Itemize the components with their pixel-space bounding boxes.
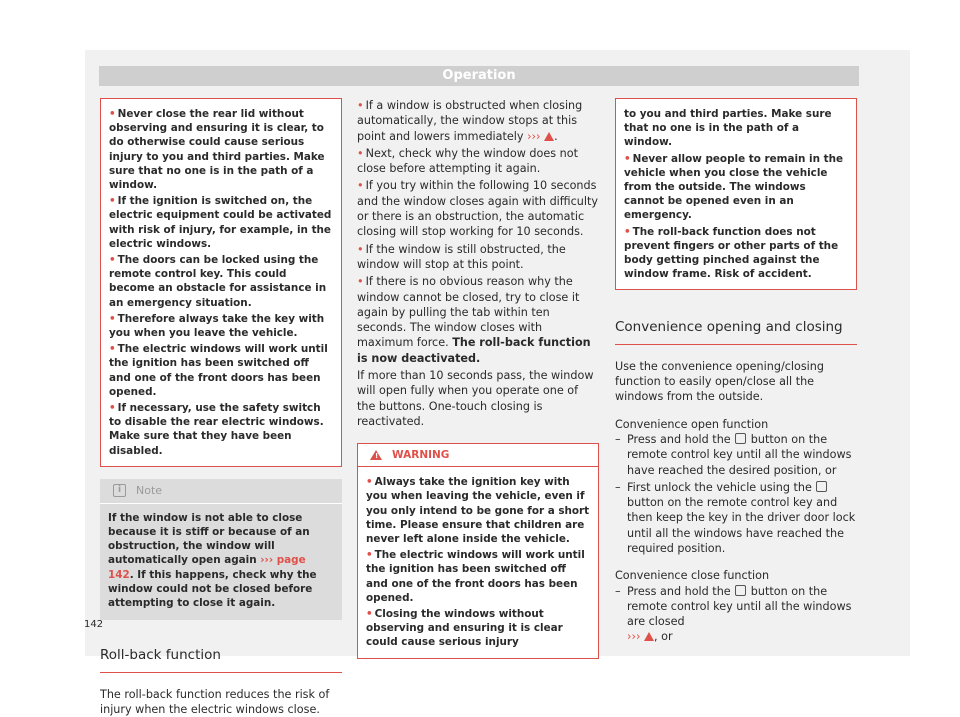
warning-item: to you and third parties. Make sure that no one is in the path of a window. <box>624 108 832 149</box>
unlock-key-icon <box>735 433 746 444</box>
page-link[interactable]: ››› <box>627 630 641 644</box>
list-item: • If the window is still obstructed, the window will stop at this point. <box>357 242 566 271</box>
warning-triangle-icon <box>644 632 654 641</box>
list-item: – First unlock the vehicle using the button on the remote control key and then keep the key in the driver door lock until all the windows have reached the required position. <box>615 480 856 555</box>
bullet-icon: • <box>357 275 364 289</box>
bullet-icon: • <box>109 402 116 415</box>
bullet-icon: • <box>366 608 373 621</box>
note-body: If the window is not able to close because it is stiff or because of an obstruction, the window will automatically open again ››› page 142. If this happens, check why the window could not be closed before attempting to close it again. <box>108 511 317 610</box>
bullet-icon: • <box>109 195 116 208</box>
bullet-icon: • <box>357 146 364 160</box>
warning-item: Therefore always take the key with you when you leave the vehicle. <box>109 312 325 340</box>
paragraph: Use the convenience opening/closing function to easily open/close all the windows from the outside. <box>615 359 824 404</box>
page-link[interactable]: ››› <box>527 129 541 143</box>
bullet-icon: • <box>366 549 373 562</box>
warning-item: Never allow people to remain in the vehicle when you close the vehicle from the outside. The windows cannot be opened even in an emergency. <box>624 152 844 222</box>
warning-item: The electric windows will work until the ignition has been switched off and one of the front doors has been opened. <box>109 343 328 398</box>
bullet-icon: • <box>109 343 116 356</box>
warning-header <box>357 443 599 466</box>
list-item: • If a window is obstructed when closing automatically, the window stops at this point and lowers immediately ››› . <box>357 99 583 143</box>
bullet-icon: • <box>366 476 373 489</box>
note-header <box>100 479 342 504</box>
column-1 <box>100 98 342 717</box>
warning-item: The roll-back function does not prevent fingers or other parts of the body getting pinched against the window frame. Risk of accident. <box>624 225 839 281</box>
subheading-open: Convenience open function <box>615 417 769 431</box>
unlock-key-icon <box>816 481 827 492</box>
lock-key-icon <box>735 585 746 596</box>
bullet-icon: • <box>109 254 116 267</box>
section-title-rollback: Roll-back function <box>100 648 342 672</box>
warning-label: WARNING <box>392 448 450 461</box>
bullet-icon: • <box>357 179 364 193</box>
list-item: – Press and hold the button on the remote control key until all the windows are closed ››› , or <box>615 584 852 644</box>
warning-box-continued <box>615 98 857 290</box>
column-2 <box>357 98 599 659</box>
warning-item: If the ignition is switched on, the electric equipment could be activated with risk of injury, for example, in the electric windows. <box>109 195 332 250</box>
bullet-icon: • <box>109 312 116 325</box>
info-icon: i <box>113 484 126 497</box>
bullet-icon: • <box>357 242 364 256</box>
warning-item: The electric windows will work until the ignition has been switched off and one of the front doors has been opened. <box>366 549 585 604</box>
column-3 <box>615 98 857 645</box>
warning-box <box>357 466 599 658</box>
paragraph: The roll-back function reduces the risk of injury when the electric windows close. <box>100 687 330 716</box>
bullet-icon: • <box>109 108 116 120</box>
warning-triangle-icon: ! <box>370 450 382 460</box>
list-item: • If you try within the following 10 seconds and the window closes again with difficulty or there is an obstruction, the automatic closing will stop working for 10 seconds. <box>357 179 598 239</box>
note-label: Note <box>136 484 163 498</box>
warning-triangle-icon <box>544 132 554 141</box>
page-link[interactable]: ››› page 142 <box>108 554 306 581</box>
subheading-close: Convenience close function <box>615 569 770 583</box>
warning-item: Never close the rear lid without observing and ensuring it is clear, to do otherwise could cause serious injury to you and third parties. Make sure that no one is in the path of a window. <box>109 108 325 192</box>
list-item: • If there is no obvious reason why the window cannot be closed, try to close it again by pulling the tab within ten seconds. The window closes with maximum force. The roll-back function is now deactivated. <box>357 275 591 365</box>
warning-box-continued <box>100 98 342 467</box>
bullet-icon: • <box>357 99 364 112</box>
bullet-icon: • <box>624 152 631 165</box>
page-header: Operation <box>99 66 859 86</box>
paragraph: If more than 10 seconds pass, the window will open fully when you operate one of the buttons. One-touch closing is reactivated. <box>357 369 594 428</box>
page-number: 142 <box>84 619 104 630</box>
note-box <box>100 479 342 620</box>
bullet-icon: • <box>624 225 631 238</box>
warning-item: Closing the windows without observing and ensuring it is clear could cause serious injury <box>366 608 563 649</box>
warning-item: If necessary, use the safety switch to disable the rear electric windows. Make sure that they have been disabled. <box>109 402 324 457</box>
warning-item: The doors can be locked using the remote control key. This could become an obstacle for assistance in an emergency situation. <box>109 254 327 309</box>
section-title-convenience: Convenience opening and closing <box>615 320 857 344</box>
list-item: • Next, check why the window does not close before attempting it again. <box>357 146 578 176</box>
list-item: – Press and hold the button on the remote control key until all the windows have reached the desired position, or <box>615 432 852 477</box>
warning-item: Always take the ignition key with you when leaving the vehicle, even if you only intend to be gone for a short time. Please ensure that children are never left alone inside the vehicle. <box>366 476 590 546</box>
